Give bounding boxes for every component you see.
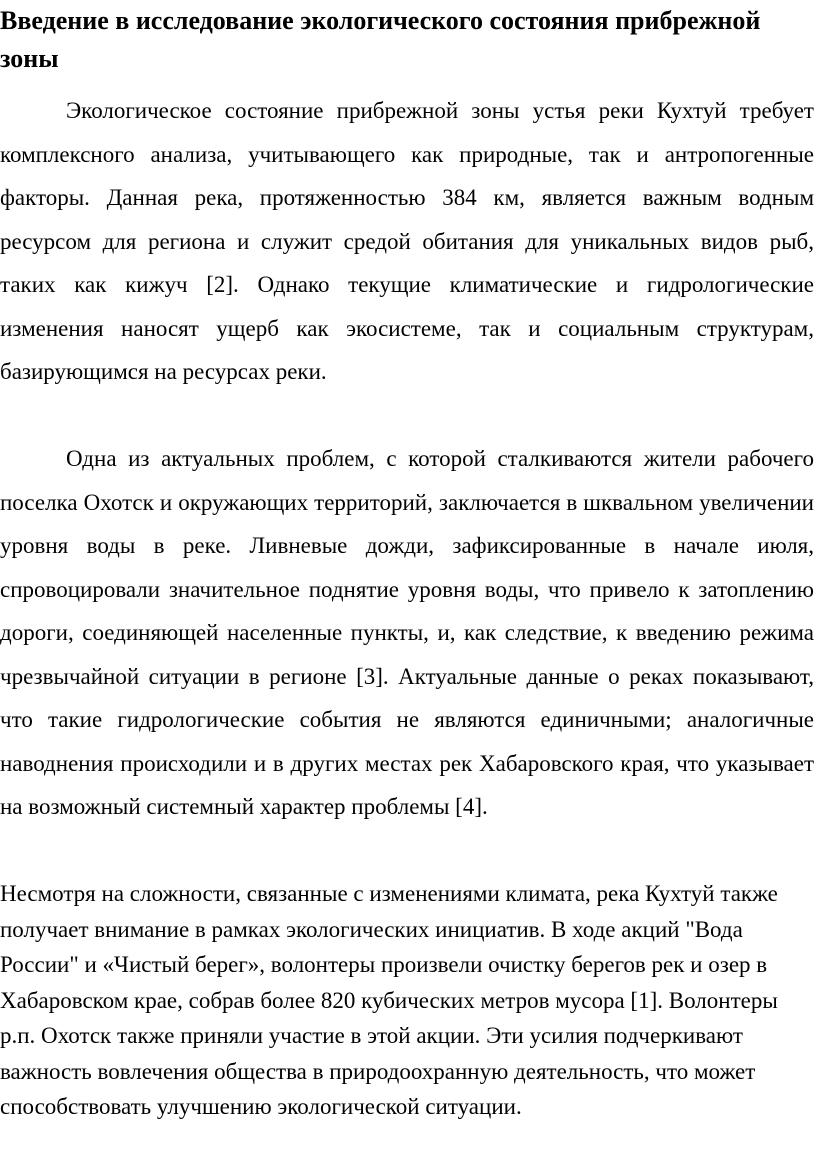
paragraph-1: Экологическое состояние прибрежной зоны устья реки Кухтуй требует комплексного анализа, учитывающего как природные, так и антропогенные факторы. Данная река, протяженностью 384 км, является важным водным ресурсом для региона и служит средой обитания для уникальных видов рыб, таких как кижуч [2]. Однако текущие климатические и гидрологические изменения наносят ущерб как экосистеме, так и социальным структурам, базирующимся на ресурсах реки. — [0, 98, 814, 384]
document-title: Введение в исследование экологического состояния прибрежной зоны — [0, 6, 761, 73]
paragraph-3: Несмотря на сложности, связанные с изменениями климата, река Кухтуй также получает внимание в рамках экологических инициатив. В ходе акций "Вода России" и «Чистый берег», волонтеры произвели очистку берегов рек и озер в Хабаровском крае, собрав более 820 кубических метров мусора [1]. Волонтеры р.п. Охотск также приняли участие в этой акции. Эти усилия подчеркивают важность вовлечения общества в природоохранную деятельность, что может способствовать улучшению экологической ситуации. — [0, 881, 778, 1119]
paragraph-2: Одна из актуальных проблем, с которой сталкиваются жители рабочего поселка Охотск и окружающих территорий, заключается в шквальном увеличении уровня воды в реке. Ливневые дожди, зафиксированные в начале июля, спровоцировали значительное поднятие уровня воды, что привело к затоплению дороги, соединяющей населенные пункты, и, как следствие, к введению режима чрезвычайной ситуации в регионе [3]. Актуальные данные о реках показывают, что такие гидрологические события не являются единичными; аналогичные наводнения происходили и в других местах рек Хабаровского края, что указывает на возможный системный характер проблемы [4]. — [0, 446, 814, 819]
